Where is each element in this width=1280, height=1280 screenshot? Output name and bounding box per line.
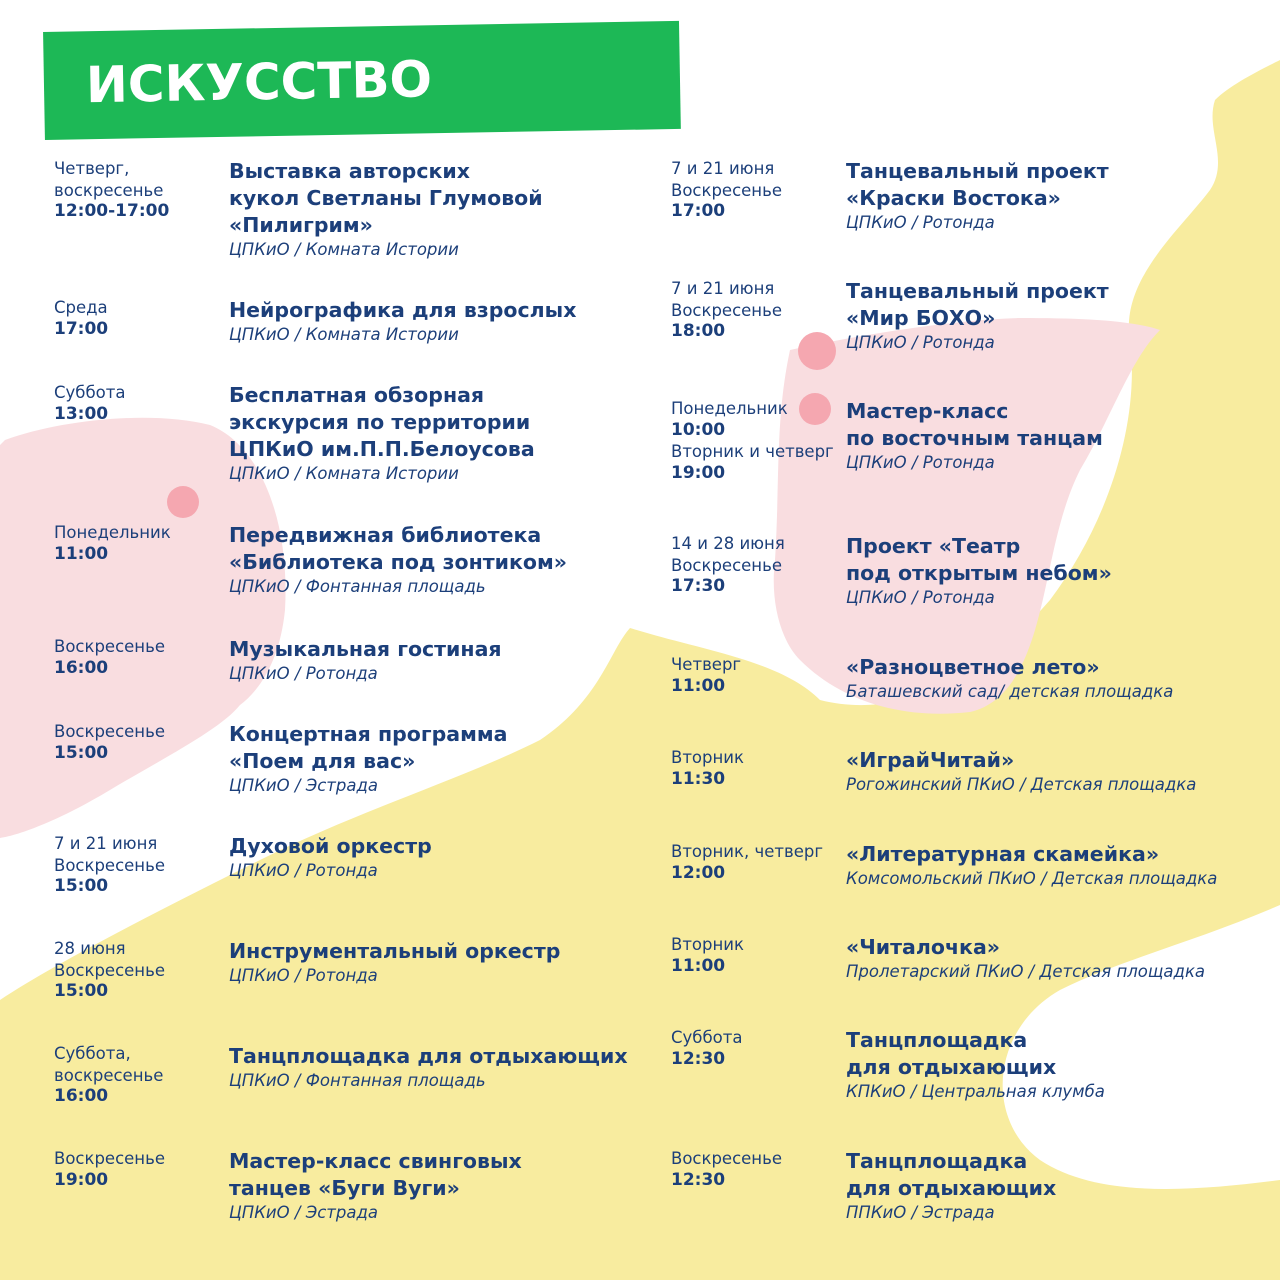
event-venue: ЦПКиО / Ротонда — [846, 588, 995, 607]
event-title-line: «Поем для вас» — [229, 749, 416, 773]
event-title-line: Мастер-класс свинговых — [229, 1149, 522, 1173]
event-title-line: Инструментальный оркестр — [229, 939, 561, 963]
event-time: 18:00 — [671, 321, 726, 341]
event-time: 12:00 — [671, 862, 726, 883]
event-title-line: ЦПКиО им.П.П.Белоусова — [229, 437, 535, 461]
event-day: Вторник, четверг — [671, 842, 823, 861]
event-day: Воскресенье — [54, 960, 165, 980]
event-time: 16:00 — [54, 657, 109, 678]
event-title-line: для отдыхающих — [846, 1055, 1057, 1079]
event-venue: ЦПКиО / Комната Истории — [229, 325, 459, 344]
event-venue: ЦПКиО / Ротонда — [846, 333, 995, 352]
event-day: воскресенье — [54, 180, 164, 200]
event-title — [229, 938, 669, 965]
event-title — [229, 833, 669, 860]
event-day: Понедельник — [671, 399, 788, 418]
event-schedule — [671, 1027, 846, 1070]
event-title-line: Передвижная библиотека — [229, 523, 542, 547]
event-title — [846, 533, 1280, 587]
event-title — [229, 522, 669, 576]
event-day: Четверг, — [54, 159, 130, 178]
event-title — [229, 297, 669, 324]
event-day: Понедельник — [54, 523, 171, 542]
event-time: 11:00 — [671, 955, 726, 976]
event-time: 17:00 — [671, 201, 726, 221]
event-venue: Баташевский сад/ детская площадка — [846, 682, 1174, 701]
event-title — [846, 654, 1280, 681]
event-day: Воскресенье — [671, 300, 782, 320]
event-time: 11:00 — [54, 543, 109, 564]
event-day: 7 и 21 июня — [671, 279, 775, 298]
event-venue: ЦПКиО / Комната Истории — [229, 240, 459, 259]
event-day: Воскресенье — [54, 722, 165, 741]
event-schedule — [54, 636, 229, 679]
event-title-line: под открытым небом» — [846, 561, 1112, 585]
event-venue: Комсомольский ПКиО / Детская площадка — [846, 869, 1218, 888]
event-time: 19:00 — [54, 1169, 109, 1190]
event-title-line: «Мир БОХО» — [846, 306, 996, 330]
event-day: Среда — [54, 298, 108, 317]
event-day: Вторник — [671, 748, 744, 767]
event-details — [846, 1148, 1280, 1224]
event-title-line: танцев «Буги Вуги» — [229, 1176, 460, 1200]
event-schedule — [671, 533, 846, 598]
event-title-line: Мастер-класс — [846, 399, 1009, 423]
event-title-line: Музыкальная гостиная — [229, 637, 502, 661]
event-schedule — [54, 1148, 229, 1191]
event-venue: Рогожинский ПКиО / Детская площадка — [846, 775, 1197, 794]
event-schedule — [54, 158, 229, 223]
event-title-line: Танцплощадка — [846, 1028, 1028, 1052]
event-title — [229, 382, 669, 463]
event-title-line: Духовой оркестр — [229, 834, 432, 858]
event-schedule — [671, 398, 846, 484]
event-day: Воскресенье — [671, 1149, 782, 1168]
event-title — [846, 278, 1280, 332]
event-venue: ЦПКиО / Ротонда — [229, 966, 378, 985]
event-time: 16:00 — [54, 1086, 109, 1106]
event-time: 10:00 — [671, 419, 726, 440]
event-title — [229, 1043, 669, 1070]
event-title-line: Танцплощадка для отдыхающих — [229, 1044, 628, 1068]
event-time: 11:00 — [671, 675, 726, 696]
event-time-2: 19:00 — [671, 462, 726, 483]
event-details — [846, 158, 1280, 234]
event-details — [846, 278, 1280, 354]
event-schedule — [671, 654, 846, 697]
event-venue: ЦПКиО / Ротонда — [229, 861, 378, 880]
event-day: 7 и 21 июня — [54, 834, 158, 853]
event-schedule — [54, 1043, 229, 1108]
event-schedule — [671, 278, 846, 343]
event-day: 7 и 21 июня — [671, 159, 775, 178]
event-schedule — [54, 382, 229, 425]
event-details — [229, 158, 669, 261]
event-title — [846, 158, 1280, 212]
event-details — [229, 382, 669, 485]
event-title-line: «Библиотека под зонтиком» — [229, 550, 568, 574]
event-time: 12:30 — [671, 1048, 726, 1069]
event-title — [229, 1148, 669, 1202]
event-details — [229, 1148, 669, 1224]
event-details — [229, 636, 669, 685]
event-title-line: Проект «Театр — [846, 534, 1021, 558]
event-title — [846, 1148, 1280, 1202]
event-title — [846, 841, 1280, 868]
event-venue: КПКиО / Центральная клумба — [846, 1082, 1105, 1101]
event-title-line: по восточным танцам — [846, 426, 1103, 450]
event-day: Воскресенье — [671, 555, 782, 575]
event-schedule — [54, 297, 229, 340]
event-day: Суббота, — [54, 1044, 131, 1063]
event-details — [846, 1027, 1280, 1103]
event-details — [229, 938, 669, 987]
event-venue: Пролетарский ПКиО / Детская площадка — [846, 962, 1206, 981]
event-title-line: Выставка авторских — [229, 159, 470, 183]
event-details — [846, 654, 1280, 703]
event-title-line: «Пилигрим» — [229, 213, 373, 237]
event-details — [846, 533, 1280, 609]
event-title — [229, 636, 669, 663]
event-time: 15:00 — [54, 981, 109, 1001]
event-title-line: для отдыхающих — [846, 1176, 1057, 1200]
event-day: Суббота — [54, 383, 126, 402]
event-title-line: Концертная программа — [229, 722, 508, 746]
event-title-line: кукол Светланы Глумовой — [229, 186, 543, 210]
event-time: 13:00 — [54, 403, 109, 424]
event-venue: ЦПКиО / Фонтанная площадь — [229, 1071, 486, 1090]
event-time: 11:30 — [671, 768, 726, 789]
event-time: 12:00-17:00 — [54, 201, 170, 221]
event-details — [229, 297, 669, 346]
event-details — [846, 398, 1280, 474]
event-day: Воскресенье — [54, 1149, 165, 1168]
event-title-line: «Читалочка» — [846, 935, 1001, 959]
event-day: 28 июня — [54, 939, 126, 958]
event-title-line: «ИграйЧитай» — [846, 748, 1015, 772]
event-time: 15:00 — [54, 742, 109, 763]
event-schedule — [671, 841, 846, 884]
event-schedule — [671, 158, 846, 223]
event-day: Воскресенье — [54, 855, 165, 875]
event-day-2: Вторник и четверг — [671, 442, 834, 461]
event-details — [229, 721, 669, 797]
event-title-line: экскурсия по территории — [229, 410, 531, 434]
event-title — [846, 398, 1280, 452]
event-title-line: Танцевальный проект — [846, 159, 1109, 183]
event-venue: ЦПКиО / Эстрада — [229, 776, 378, 795]
event-details — [229, 1043, 669, 1092]
event-title — [846, 934, 1280, 961]
section-title: ИСКУССТВО — [85, 50, 433, 115]
event-venue: ЦПКиО / Ротонда — [846, 453, 995, 472]
event-details — [846, 934, 1280, 983]
event-day: Воскресенье — [54, 637, 165, 656]
event-venue: ЦПКиО / Ротонда — [229, 664, 378, 683]
event-details — [846, 747, 1280, 796]
event-venue: ЦПКиО / Комната Истории — [229, 464, 459, 483]
event-venue: ППКиО / Эстрада — [846, 1203, 995, 1222]
event-time: 17:00 — [54, 318, 109, 339]
event-details — [846, 841, 1280, 890]
event-day: Вторник — [671, 935, 744, 954]
event-venue: ЦПКиО / Ротонда — [846, 213, 995, 232]
event-time: 15:00 — [54, 876, 109, 896]
event-schedule — [671, 747, 846, 790]
event-title — [846, 1027, 1280, 1081]
event-day: Воскресенье — [671, 180, 782, 200]
event-schedule — [54, 721, 229, 764]
event-title-line: «Литературная скамейка» — [846, 842, 1160, 866]
event-title-line: Бесплатная обзорная — [229, 383, 485, 407]
event-day: Четверг — [671, 655, 742, 674]
event-title-line: Танцплощадка — [846, 1149, 1028, 1173]
pink-dot-1 — [167, 486, 199, 518]
event-schedule — [54, 938, 229, 1003]
event-details — [229, 522, 669, 598]
event-title — [229, 721, 669, 775]
event-title — [846, 747, 1280, 774]
event-schedule — [671, 1148, 846, 1191]
event-day: воскресенье — [54, 1065, 164, 1085]
event-title-line: Танцевальный проект — [846, 279, 1109, 303]
event-schedule — [671, 934, 846, 977]
event-details — [229, 833, 669, 882]
event-day: Суббота — [671, 1028, 743, 1047]
event-day: 14 и 28 июня — [671, 534, 785, 553]
event-title-line: Нейрографика для взрослых — [229, 298, 577, 322]
event-venue: ЦПКиО / Эстрада — [229, 1203, 378, 1222]
event-title-line: «Краски Востока» — [846, 186, 1061, 210]
event-venue: ЦПКиО / Фонтанная площадь — [229, 577, 486, 596]
event-time: 12:30 — [671, 1169, 726, 1190]
event-title — [229, 158, 669, 239]
event-time: 17:30 — [671, 576, 726, 596]
event-schedule — [54, 833, 229, 898]
event-schedule — [54, 522, 229, 565]
section-banner — [43, 21, 681, 140]
event-title-line: «Разноцветное лето» — [846, 655, 1100, 679]
